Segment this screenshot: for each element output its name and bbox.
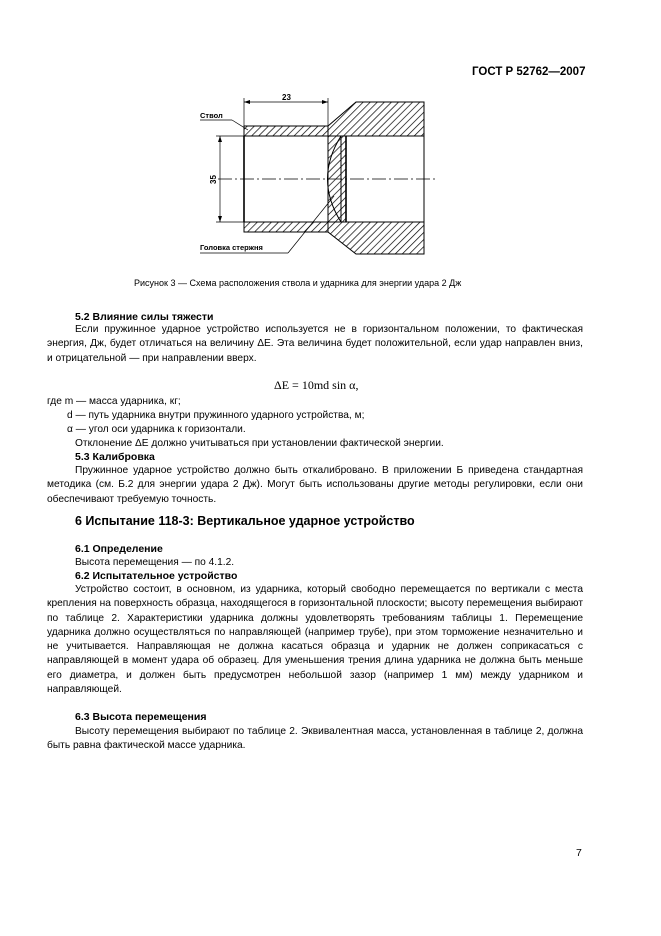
heading-6-3: 6.3 Высота перемещения (75, 711, 207, 723)
paragraph-5-3: Пружинное ударное устройство должно быть откалибровано. В приложении Б приведена стандартная методика (см. Б.2 для энергии удара 2 Дж). Могут быть использованы другие методы регулировки, если они обеспечивают требуемую точность. (47, 465, 583, 505)
paragraph-6-3: Высоту перемещения выбирают по таблице 2. Эквивалентная масса, установленная в таблице 2, должна быть равна фактической массе ударника. (47, 726, 583, 752)
heading-5-3: 5.3 Калибровка (75, 451, 155, 463)
paragraph-6-1: Высота перемещения — по 4.1.2. (75, 557, 235, 568)
paragraph-6-2: Устройство состоит, в основном, из ударника, который свободно перемещается по вертикали с места крепления на поверхность образца, находящегося в горизонтальной плоскости; высоту перемещения выбирают по таблице 2. Характеристики ударника должны удовлетворять требованиям таблицы 1. Перемещение ударника должно осуществляться по направляющей (например трубе), при этом торможение незначительно и не учитывается. Направляющая не должна касаться образца и ударник не должен соприкасаться с направляющей в момент удара об образец. Для уменьшения трения длина ударника не должна быть меньше его диаметра, и должен быть предусмотрен небольшой зазор (например 1 мм) между ударником и направляющей. (47, 584, 583, 696)
paragraph-5-2: Если пружинное ударное устройство используется не в горизонтальном положении, то фактическая энергия, Дж, будет отличаться на величину ΔE. Эта величина будет положительной, если удар направлен вниз, и отрицательной — при направлении вверх. (47, 324, 583, 364)
label-striker-head: Головка стержня (200, 243, 263, 252)
figure-caption: Рисунок 3 — Схема расположения ствола и ударника для энергии удара 2 Дж (134, 278, 462, 288)
heading-6-1: 6.1 Определение (75, 543, 163, 555)
heading-5-2: 5.2 Влияние силы тяжести (75, 311, 214, 323)
barrel-bottom-wall (244, 222, 328, 232)
heading-6-2: 6.2 Испытательное устройство (75, 570, 238, 582)
where-m: где m — масса ударника, кг; (47, 396, 181, 407)
formula-delta-e: ΔE = 10md sin α, (274, 378, 359, 392)
heading-6: 6 Испытание 118-3: Вертикальное ударное устройство (75, 514, 415, 528)
where-d: d — путь ударника внутри пружинного ударного устройства, м; (67, 410, 365, 421)
striker-head (328, 102, 424, 254)
page-number: 7 (576, 847, 582, 859)
document-id: ГОСТ Р 52762—2007 (472, 66, 586, 78)
deviation-note: Отклонение ΔE должно учитываться при установлении фактической энергии. (75, 438, 444, 449)
barrel-top-wall (244, 126, 328, 136)
dimension-length-label: 23 (282, 93, 291, 102)
dimension-diameter-label: 35 (209, 175, 218, 184)
where-alpha: α — угол оси ударника к горизонтали. (67, 424, 246, 435)
label-barrel: Ствол (200, 111, 223, 120)
barrel-striker-diagram (196, 92, 446, 267)
